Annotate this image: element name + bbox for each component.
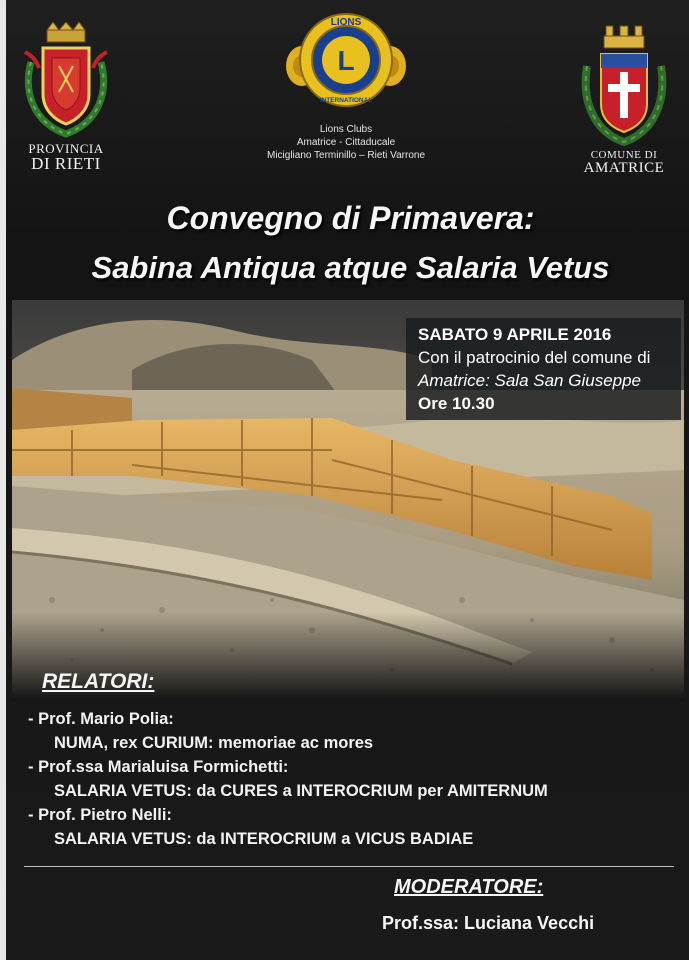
lions-logo-bottom-text: INTERNATIONAL [319, 97, 373, 104]
speaker-name: - Prof. Pietro Nelli: [28, 806, 172, 824]
lions-clubs-block [236, 8, 456, 162]
speaker-name: - Prof.ssa Marialuisa Formichetti: [28, 758, 289, 776]
speakers-heading: RELATORI: [42, 670, 155, 693]
moderator-heading: MODERATORE: [394, 876, 544, 898]
provincia-caption-small: PROVINCIA [28, 141, 104, 156]
provincia-di-rieti-emblem [16, 22, 116, 172]
event-patronage: Con il patrocinio del comune di [418, 348, 651, 367]
event-info-box [406, 318, 681, 420]
lions-logo-letter: L [337, 45, 355, 76]
speaker-talk: SALARIA VETUS: da INTEROCRIUM a VICUS BADIAE [54, 830, 474, 848]
comune-di-amatrice-coat-of-arms-icon [579, 22, 669, 146]
event-date: SABATO 9 APRILE 2016 [418, 325, 612, 344]
event-venue: Amatrice: Sala San Giuseppe [418, 371, 642, 390]
provincia-caption [28, 142, 103, 172]
comune-caption-big: AMATRICE [583, 160, 665, 176]
speaker-talk: NUMA, rex CURIUM: memoriae ac mores [54, 734, 374, 752]
lions-international-emblem-icon [286, 8, 406, 112]
comune-caption [584, 150, 665, 176]
event-title-line-2: Sabina Antiqua atque Salaria Vetus [91, 250, 610, 285]
lions-logo-top-text: LIONS [330, 17, 362, 28]
lions-line-2: Amatrice - Cittaducale [296, 137, 396, 148]
lions-clubs-lines [236, 123, 456, 162]
event-time: Ore 10.30 [418, 394, 495, 413]
speakers-list [28, 707, 678, 851]
speaker-item [28, 755, 678, 803]
speaker-talk: SALARIA VETUS: da CURES a INTEROCRIUM per AMITERNUM [54, 782, 548, 800]
provincia-caption-big: DI RIETI [31, 154, 101, 173]
divider [24, 866, 674, 867]
moderator-name: Prof.ssa: Luciana Vecchi [382, 913, 595, 933]
event-title-line-1: Convegno di Primavera: [166, 200, 535, 236]
speaker-item [28, 707, 678, 755]
lions-line-1: Lions Clubs [319, 124, 373, 135]
comune-di-amatrice-emblem [574, 22, 674, 176]
speaker-name: - Prof. Mario Polia: [28, 710, 174, 728]
lions-line-3: Micigliano Terminillo – Rieti Varrone [266, 150, 426, 161]
provincia-di-rieti-coat-of-arms-icon [19, 22, 113, 138]
comune-caption-small: COMUNE DI [590, 149, 658, 161]
speaker-item [28, 803, 678, 851]
